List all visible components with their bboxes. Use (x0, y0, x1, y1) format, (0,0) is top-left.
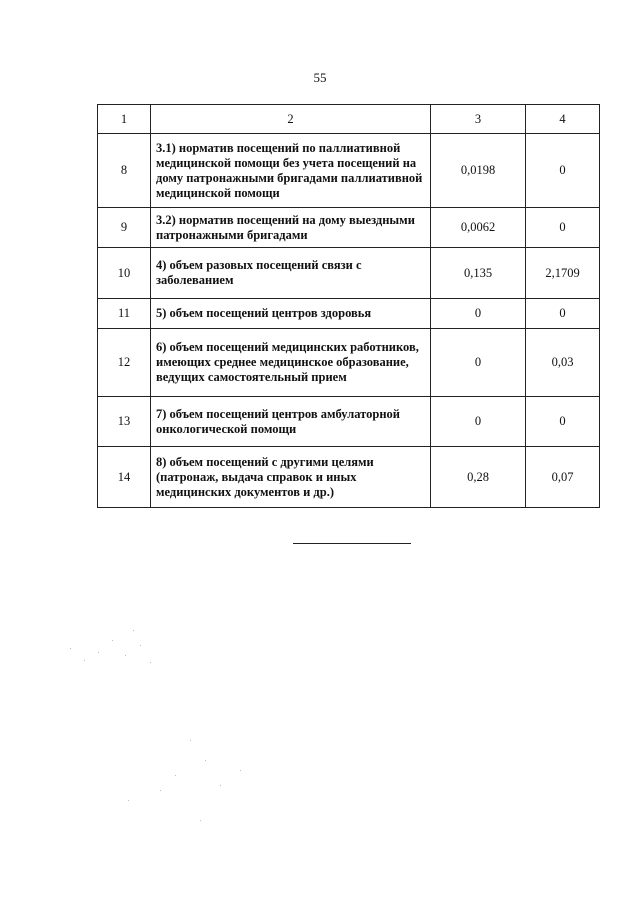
column-header: 3 (431, 105, 526, 134)
value-col-3: 0,28 (431, 447, 526, 508)
table-row (98, 329, 600, 397)
value-col-4: 0 (526, 299, 600, 329)
value-col-4: 0 (526, 397, 600, 447)
value-col-4: 2,1709 (526, 248, 600, 299)
column-header: 2 (151, 105, 431, 134)
row-description: 8) объем посещений с другими целями (патронаж, выдача справок и иных медицинских документов и др.) (151, 447, 431, 508)
table-row (98, 134, 600, 208)
row-description: 7) объем посещений центров амбулаторной онкологической помощи (151, 397, 431, 447)
value-col-4: 0,07 (526, 447, 600, 508)
value-col-3: 0 (431, 397, 526, 447)
column-header: 1 (98, 105, 151, 134)
table-header-row (98, 105, 600, 134)
value-col-3: 0,135 (431, 248, 526, 299)
data-table (97, 104, 600, 508)
table-row (98, 208, 600, 248)
row-description: 6) объем посещений медицинских работников, имеющих среднее медицинское образование, ведущих самостоятельный прием (151, 329, 431, 397)
value-col-4: 0 (526, 208, 600, 248)
row-number: 12 (98, 329, 151, 397)
page-number: 55 (313, 70, 327, 85)
row-number: 13 (98, 397, 151, 447)
closing-rule (293, 543, 411, 544)
row-number: 10 (98, 248, 151, 299)
column-header: 4 (526, 105, 600, 134)
row-number: 11 (98, 299, 151, 329)
table-row (98, 447, 600, 508)
row-number: 8 (98, 134, 151, 208)
value-col-3: 0,0198 (431, 134, 526, 208)
row-description: 5) объем посещений центров здоровья (151, 299, 431, 329)
value-col-4: 0 (526, 134, 600, 208)
value-col-3: 0 (431, 329, 526, 397)
table-row (98, 397, 600, 447)
table-row (98, 299, 600, 329)
value-col-3: 0,0062 (431, 208, 526, 248)
row-description: 3.1) норматив посещений по паллиативной медицинской помощи без учета посещений на дому патронажными бригадами паллиативной медицинской помощи (151, 134, 431, 208)
row-number: 9 (98, 208, 151, 248)
row-number: 14 (98, 447, 151, 508)
row-description: 3.2) норматив посещений на дому выездными патронажными бригадами (151, 208, 431, 248)
table-row (98, 248, 600, 299)
value-col-3: 0 (431, 299, 526, 329)
value-col-4: 0,03 (526, 329, 600, 397)
row-description: 4) объем разовых посещений связи с заболеванием (151, 248, 431, 299)
